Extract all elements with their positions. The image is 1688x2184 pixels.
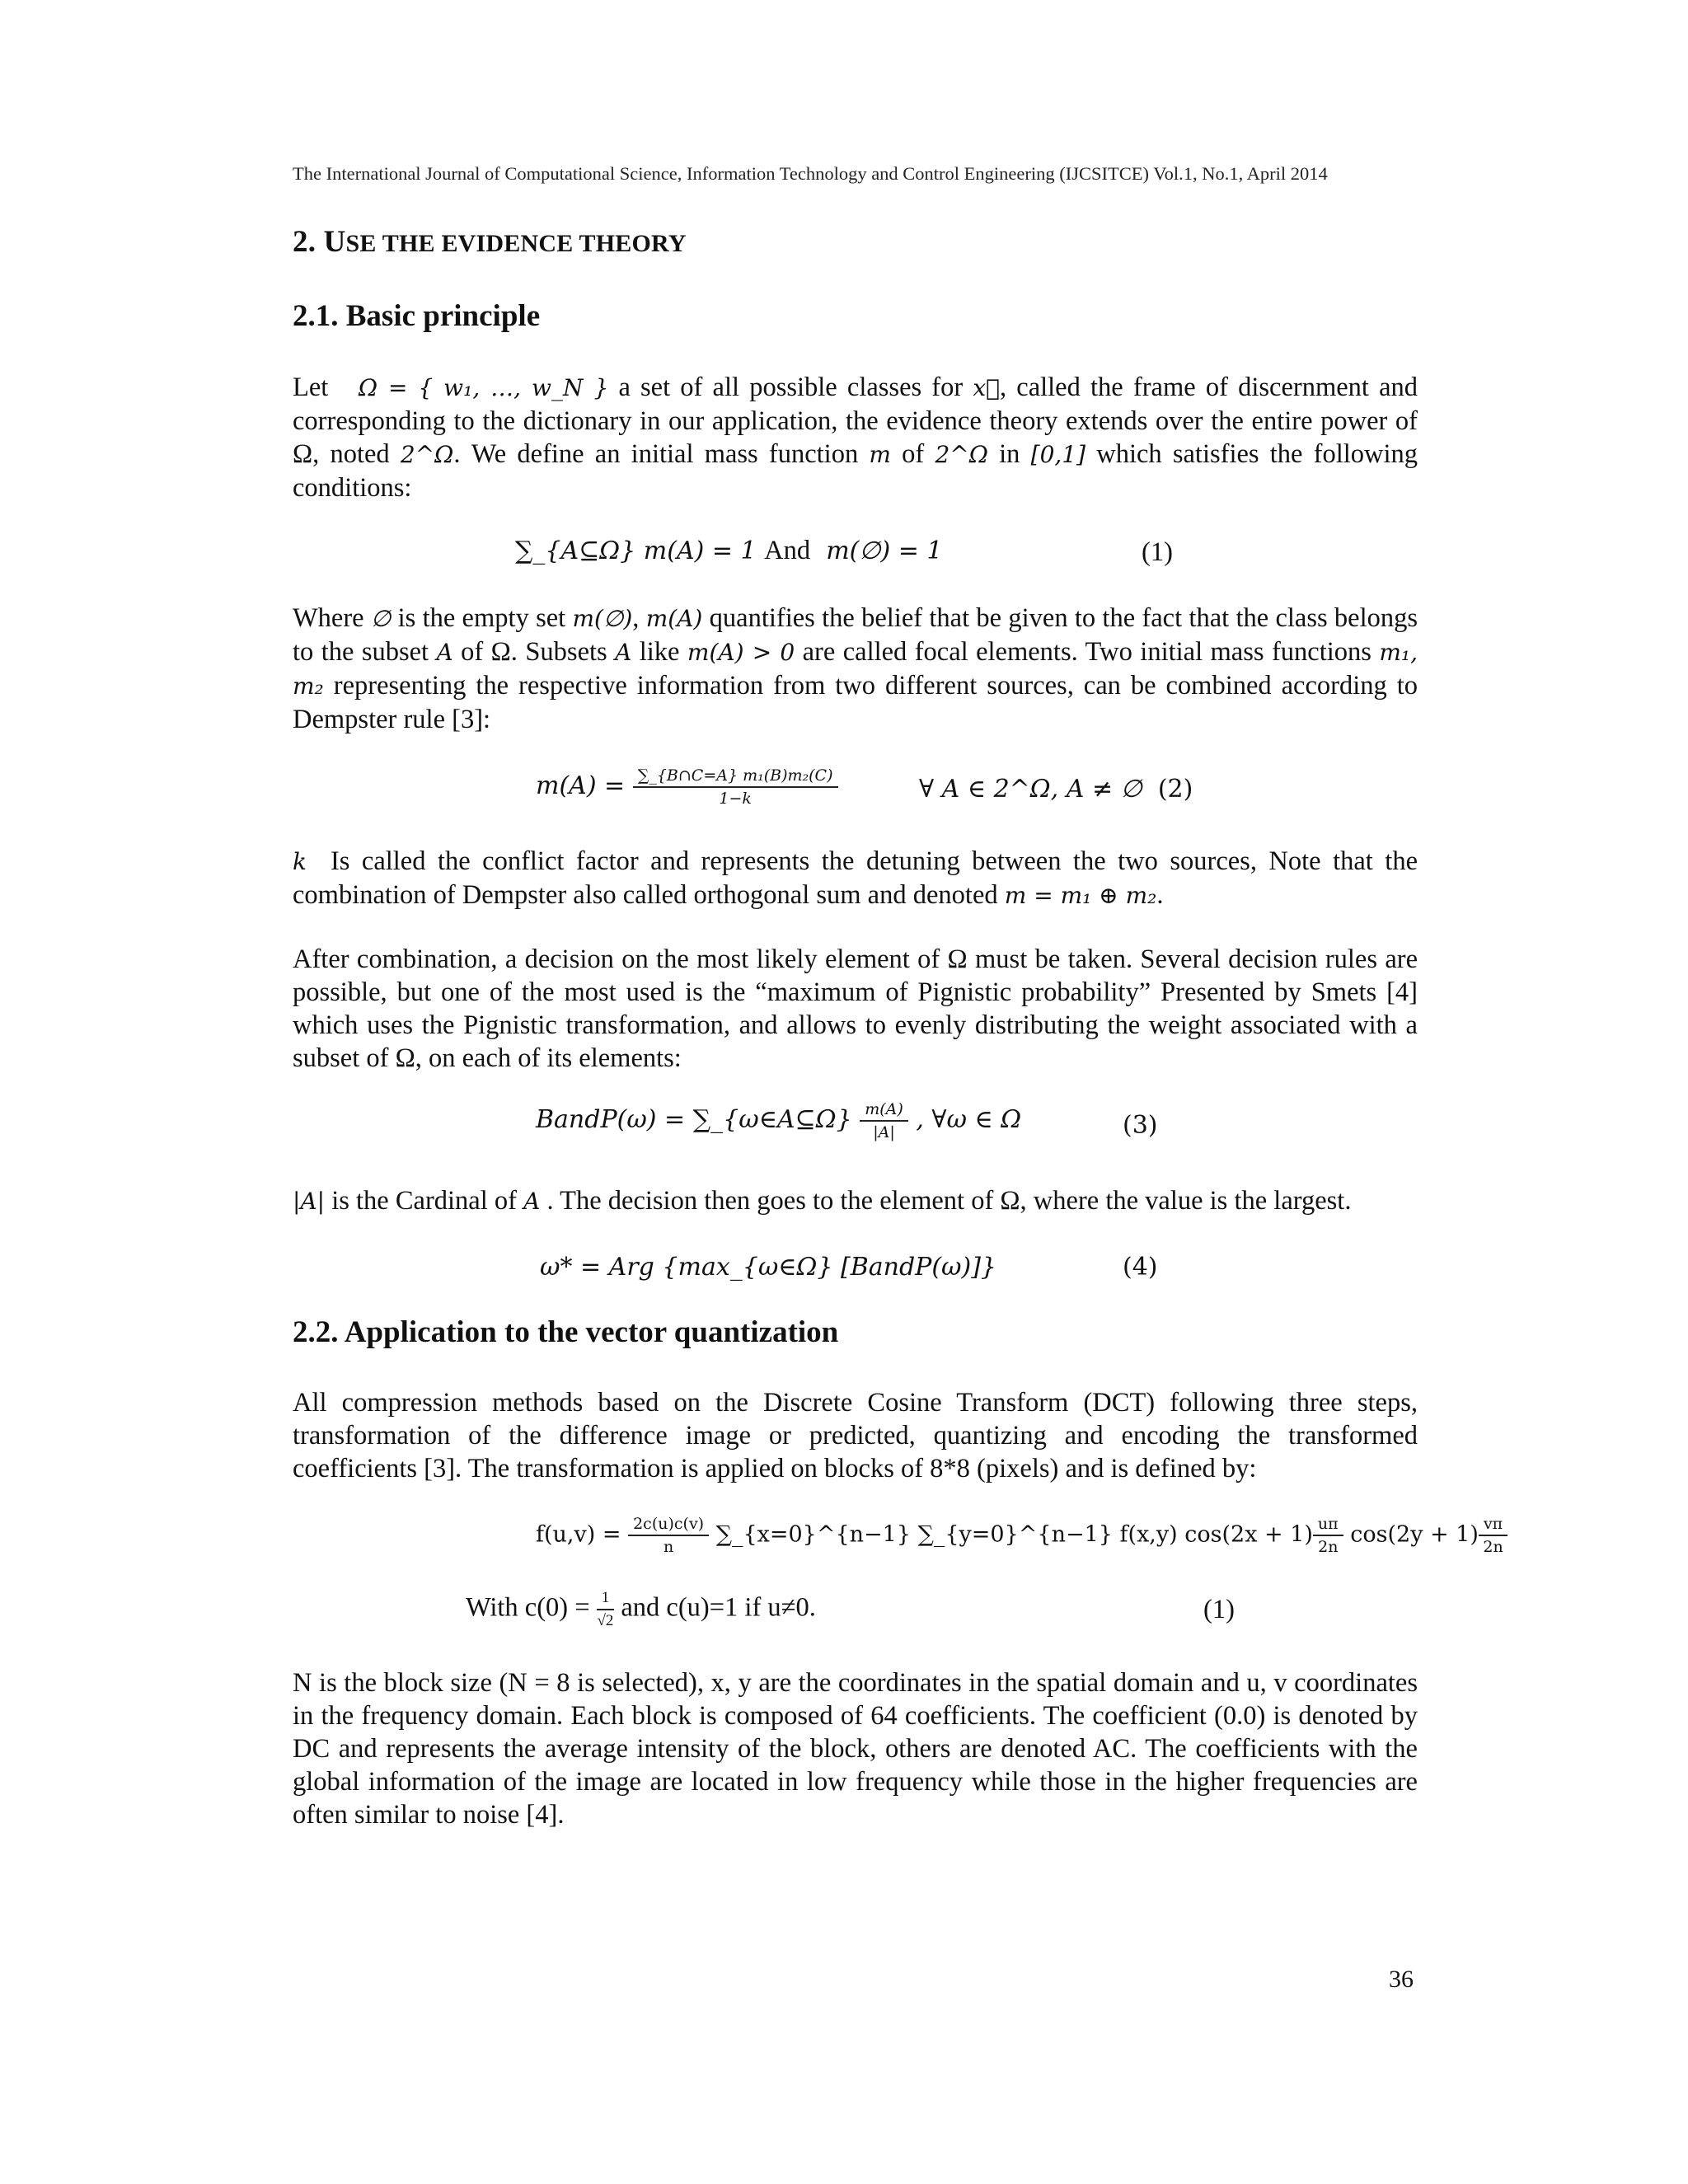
omega-set-math: Ω = { w₁, …, w_N } — [358, 374, 609, 401]
paragraph-dempster-rule: Where ∅ is the empty set m(∅), m(A) quantifies the belief that be given to the fact that the class belongs to the subset A of Ω. Subsets A like m(A) > 0 are called focal elements. Two initial mass functions m₁, m₂ representing the respective information from two different sources, can be combined according to Dempster rule [3]: — [293, 603, 1418, 734]
power-set-math: 2^Ω — [400, 441, 454, 468]
paragraph-frame-of-discernment: Let Ω = { w₁, …, w_N } a set of all possible classes for x⃗, called the frame of discernment and corresponding to the dictionary in our application, the evidence theory extends over the entire power of Ω, noted 2^Ω. We define an initial mass function m of 2^Ω in [0,1] which satisfies the following conditions: — [293, 373, 1418, 503]
equation-3-number: (3) — [1123, 1111, 1158, 1140]
equation-2-condition: ∀ A ∈ 2^Ω, A ≠ ∅ (2) — [919, 775, 1193, 804]
mass-function-math: m — [869, 441, 891, 468]
equation-4: ω* = Arg {max_{ω∈Ω} [BandP(ω)]} — [540, 1253, 997, 1282]
equation-3: BandP(ω) = ∑_{ω∈A⊆Ω} $\frac{m(A)}{|A|}$ , ∀ω ∈ Ω — [536, 1100, 1022, 1141]
page-number: 36 — [1389, 1966, 1414, 1993]
equation-dct-condition: With c(0) = $\frac{1}{√2}$ and c(u)=1 if u≠0. — [466, 1589, 816, 1629]
equation-2-fraction: $\frac{\text{∑\_\{B∩C=A\} m₁(B)m₂(C)}}{1-k}$ — [633, 766, 838, 808]
paragraph-pignistic: After combination, a decision on the most likely element of Ω must be taken. Several decision rules are possible, but one of the most used is the “maximum of Pignistic probability” Presented by Smets [4] which uses the Pignistic transformation, and allows to evenly distributing the weight associated with a subset of Ω, on each of its elements: — [293, 944, 1418, 1073]
equation-dct-number: (1) — [1203, 1595, 1235, 1624]
paragraph-block-size: N is the block size (N = 8 is selected), x, y are the coordinates in the spatial domain and u, v coordinates in the frequency domain. Each block is composed of 64 coefficients. The coefficient (0.0) is denoted by DC and represents the average intensity of the block, others are denoted AC. The coefficients with the global information of the image are located in low frequency while those in the higher frequencies are often similar to noise [4]. — [293, 1668, 1418, 1830]
equation-3-fraction: $\frac{m(A)}{|A|}$ — [860, 1100, 908, 1141]
equation-2: m(A) = $\frac{\text{∑\_\{B∩C=A\} m₁(B)m₂(C)}}{1-k}$ — [536, 766, 838, 808]
paragraph-conflict-factor: k Is called the conflict factor and represents the detuning between the two sources, Note that the combination of Dempster also called orthogonal sum and denoted m = m₁ ⊕ m₂. — [293, 846, 1418, 910]
section-title-rest: SE THE EVIDENCE THEORY — [345, 230, 687, 257]
power-set-math-2: 2^Ω — [935, 441, 988, 468]
paragraph-cardinal: |A| is the Cardinal of A . The decision then goes to the element of Ω, where the value is the largest. — [293, 1186, 1352, 1216]
equation-dct: f(u,v) = $\frac{2c(u)c(v)}{n}$ ∑_{x=0}^{n−1} ∑_{y=0}^{n−1} f(x,y) cos(2x + 1) $\frac{u\pi}{2n}$ cos(2y + 1) $\frac{v\pi}{2n}$ — [536, 1515, 1507, 1556]
running-header: The International Journal of Computational Science, Information Technology and Control Engineering (IJCSITCE) Vol.1, No.1, April 2014 — [293, 163, 1328, 184]
equation-1-number: (1) — [1142, 537, 1173, 567]
equation-4-number: (4) — [1123, 1253, 1158, 1282]
interval-math: [0,1] — [1030, 441, 1086, 468]
paragraph-dct: All compression methods based on the Discrete Cosine Transform (DCT) following three steps, transformation of the difference image or predicted, quantizing and encoding the transformed coefficients [3]. The transformation is applied on blocks of 8*8 (pixels) and is defined by: — [293, 1388, 1418, 1483]
section-first-letter: U — [323, 225, 346, 259]
x-vector-math: x⃗ — [973, 374, 1000, 401]
equation-1: ∑_{A⊆Ω} m(A) = 1 And m(∅) = 1 — [515, 536, 943, 565]
section-title — [293, 224, 687, 260]
subsection-title-basic-principle: 2.1. Basic principle — [293, 299, 541, 333]
section-number: 2. — [293, 225, 324, 259]
subsection-title-vector-quantization: 2.2. Application to the vector quantization — [293, 1315, 839, 1349]
